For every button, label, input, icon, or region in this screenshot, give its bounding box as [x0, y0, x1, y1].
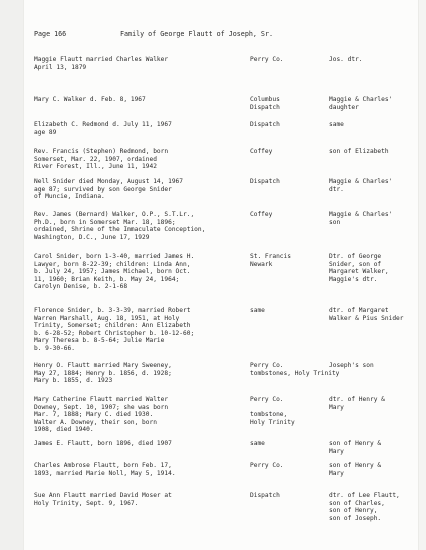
entry-text [34, 253, 224, 291]
entry-source-line: Perry Co. [250, 396, 284, 403]
page-title: Family of George Flautt of Joseph, Sr. [120, 30, 273, 38]
entry-text-line: River Forest, Ill., June 11, 1942 [34, 163, 157, 171]
entry-relation-line: son [329, 218, 341, 226]
entry-relation [329, 440, 419, 455]
entry-source-line: tombstones, Holy Trinity [250, 369, 340, 377]
entry-text [34, 462, 224, 477]
entry-source-line: same [250, 440, 265, 447]
entry-source [250, 253, 310, 268]
entry-relation-line: same [329, 121, 344, 128]
entry-text-line: age 87; survived by son George Snider [34, 185, 172, 193]
entry-source [250, 440, 310, 448]
entry-relation [329, 462, 419, 477]
entry-text [34, 492, 224, 507]
entry-text [34, 440, 224, 448]
entry-text-line: 1908, died 1940. [34, 426, 94, 434]
entry-text-line: Carolyn Denise, b. 2-1-68 [34, 283, 128, 291]
entry-text-line: 11, 1960; Brian Keith, b. May 24, 1964; [34, 275, 180, 283]
entry-source-line: Dispatch [250, 121, 280, 128]
entry-text-line: April 13, 1879 [34, 63, 87, 71]
entry-relation-line: son of Henry & [329, 440, 382, 447]
entry-relation-line: son of Joseph. [329, 514, 382, 522]
entry-text-line: Rev. James (Bernard) Walker, O.P., S.T.Lr., [34, 211, 195, 218]
entry-text-line: Elizabeth C. Redmond d. July 11, 1967 [34, 121, 172, 128]
entry-text-line: b. 6-28-52; Robert Christopher b. 10-12-60; [34, 329, 195, 337]
entry-text-line: Somerset, Mar. 22, 1907, ordained [34, 155, 157, 163]
entry-relation-line: Mary [329, 403, 344, 411]
entry-source [250, 121, 310, 129]
entry-text [34, 121, 224, 136]
entry-text-line: b. 9-30-66. [34, 344, 75, 352]
entry-text-line: age 89 [34, 128, 57, 136]
entry-relation-line: dtr. of Margaret [329, 307, 389, 314]
entry-relation [329, 396, 419, 411]
entry-relation-line: daughter [329, 103, 359, 111]
entry-source [250, 148, 310, 156]
entry-source [250, 362, 340, 377]
entry-text-line: James E. Flautt, born 1896, died 1907 [34, 440, 172, 447]
entry-source-line: Perry Co. [250, 362, 284, 369]
entry-relation-line: Mary [329, 469, 344, 477]
entry-text [34, 56, 224, 71]
entry-source-line: Holy Trinity [250, 418, 295, 426]
entry-text-line: Carol Snider, born 1-3-40, married James H. [34, 253, 195, 260]
entry-relation [329, 148, 419, 156]
entry-text-line: Holy Trinity, Sept. 9, 1967. [34, 499, 139, 507]
entry-source-line: Coffey [250, 148, 273, 155]
entry-source-line: Perry Co. [250, 56, 284, 63]
entry-relation-line: son of Charles, [329, 499, 385, 507]
entry-text [34, 396, 224, 434]
entry-source-line [250, 404, 310, 412]
entry-text-line: Maggie Flautt married Charles Walker [34, 56, 169, 63]
entry-source-line: Columbus [250, 96, 280, 103]
entry-text-line: Washington, D.C., June 17, 1929 [34, 233, 150, 241]
entry-text-line: ordained, Shrine of the Immaculate Conception, [34, 226, 206, 234]
entry-relation [329, 492, 419, 522]
entry-text-line: Mary Catherine Flautt married Walter [34, 396, 169, 403]
entry-relation-line: son of Henry, [329, 507, 378, 515]
entry-relation-line: Walker & Pius Snider [329, 314, 404, 322]
entry-text-line: Rev. Francis (Stephen) Redmond, born [34, 148, 169, 155]
entry-relation-line: son of Henry & [329, 462, 382, 469]
entry-source-line: same [250, 307, 265, 314]
entry-source-line: Dispatch [250, 492, 280, 499]
entry-relation-line: Maggie & Charles' [329, 178, 393, 185]
entry-relation [329, 253, 419, 283]
entry-relation-line: Maggie's dtr. [329, 275, 378, 283]
entry-text-line: 1893, married Marie Noll, May 5, 1914. [34, 469, 176, 477]
entry-relation-line: Dtr. of George [329, 253, 382, 260]
entry-text-line: Sue Ann Flautt married David Moser at [34, 492, 172, 499]
entry-source-line: Coffey [250, 211, 273, 218]
entry-relation [329, 362, 419, 370]
entry-source-line: Newark [250, 260, 273, 268]
entry-text-line: Walter A. Downey, their son, born [34, 418, 157, 426]
entry-text-line: Mary Theresa b. 8-5-64; Julie Marie [34, 337, 165, 345]
entry-source-line: tombstone, [250, 411, 288, 419]
entry-text-line: Ph.D., born in Somerset Mar. 18, 1896; [34, 218, 176, 226]
entry-text-line: Mary b. 1855, d. 1923 [34, 377, 113, 385]
entry-source-line: St. Francis [250, 253, 291, 260]
entry-relation-line: dtr. of Lee Flautt, [329, 492, 400, 499]
entry-text-line: Nell Snider died Monday, August 14, 1967 [34, 178, 184, 185]
entry-source [250, 178, 310, 186]
entry-source [250, 492, 310, 500]
entry-source [250, 307, 310, 315]
entry-relation-line: Maggie & Charles' [329, 96, 393, 103]
entry-source [250, 462, 310, 470]
entry-relation [329, 96, 419, 111]
entry-text-line: Downey, Sept. 10, 1907; she was born [34, 403, 169, 411]
entry-text-line: Warren Marshall, Aug. 18, 1951, at Holy [34, 314, 180, 322]
entry-text-line: Henry O. Flautt married Mary Sweeney, [34, 362, 172, 369]
entry-source [250, 56, 310, 64]
entry-text-line: May 27, 1884; Henry b. 1856, d. 1928; [34, 369, 172, 377]
entry-text [34, 96, 224, 104]
entry-text-line: Lawyer, born 8-22-39; children: Linda Ann, [34, 260, 191, 268]
entry-relation [329, 56, 419, 64]
entry-relation-line: Maggie & Charles' [329, 211, 393, 218]
entry-text-line: Trinity, Somerset; children: Ann Elizabeth [34, 322, 191, 330]
entry-relation [329, 178, 419, 193]
entry-text-line: of Muncie, Indiana. [34, 193, 105, 201]
entry-text [34, 178, 224, 201]
page-number: Page 166 [34, 30, 67, 38]
entry-text-line: b. July 24, 1957; James Michael, born Oct. [34, 268, 191, 276]
entry-text-line: Florence Snider, b. 3-3-39, married Robert [34, 307, 191, 314]
scan-left-margin [0, 0, 24, 550]
entry-relation [329, 307, 419, 322]
entry-source [250, 96, 310, 111]
entry-relation-line: Joseph's son [329, 362, 374, 369]
entry-relation-line: son of Elizabeth [329, 148, 389, 155]
entry-source-line: Dispatch [250, 178, 280, 185]
entry-relation-line: dtr. of Henry & [329, 396, 385, 403]
entry-source-line: Perry Co. [250, 462, 284, 469]
entry-relation-line: Mary [329, 447, 344, 455]
entry-relation [329, 211, 419, 226]
entry-source [250, 211, 310, 219]
entry-relation-line: Margaret Walker, [329, 268, 389, 276]
entry-text-line: Charles Ambrose Flautt, born Feb. 17, [34, 462, 172, 469]
entry-relation-line: dtr. [329, 185, 344, 193]
entry-source [250, 396, 310, 426]
entry-text [34, 148, 224, 171]
entry-text [34, 211, 224, 241]
entry-relation-line: Snider, son of [329, 260, 382, 268]
entry-text [34, 362, 224, 385]
entry-text-line: Mar. 7, 1888; Mary C. died 1930. [34, 411, 154, 419]
entry-text [34, 307, 224, 353]
entry-source-line: Dispatch [250, 103, 280, 111]
entry-relation-line: Jos. dtr. [329, 56, 363, 63]
entry-text-line: Mary C. Walker d. Feb. 8, 1967 [34, 96, 146, 103]
entry-relation [329, 121, 419, 129]
